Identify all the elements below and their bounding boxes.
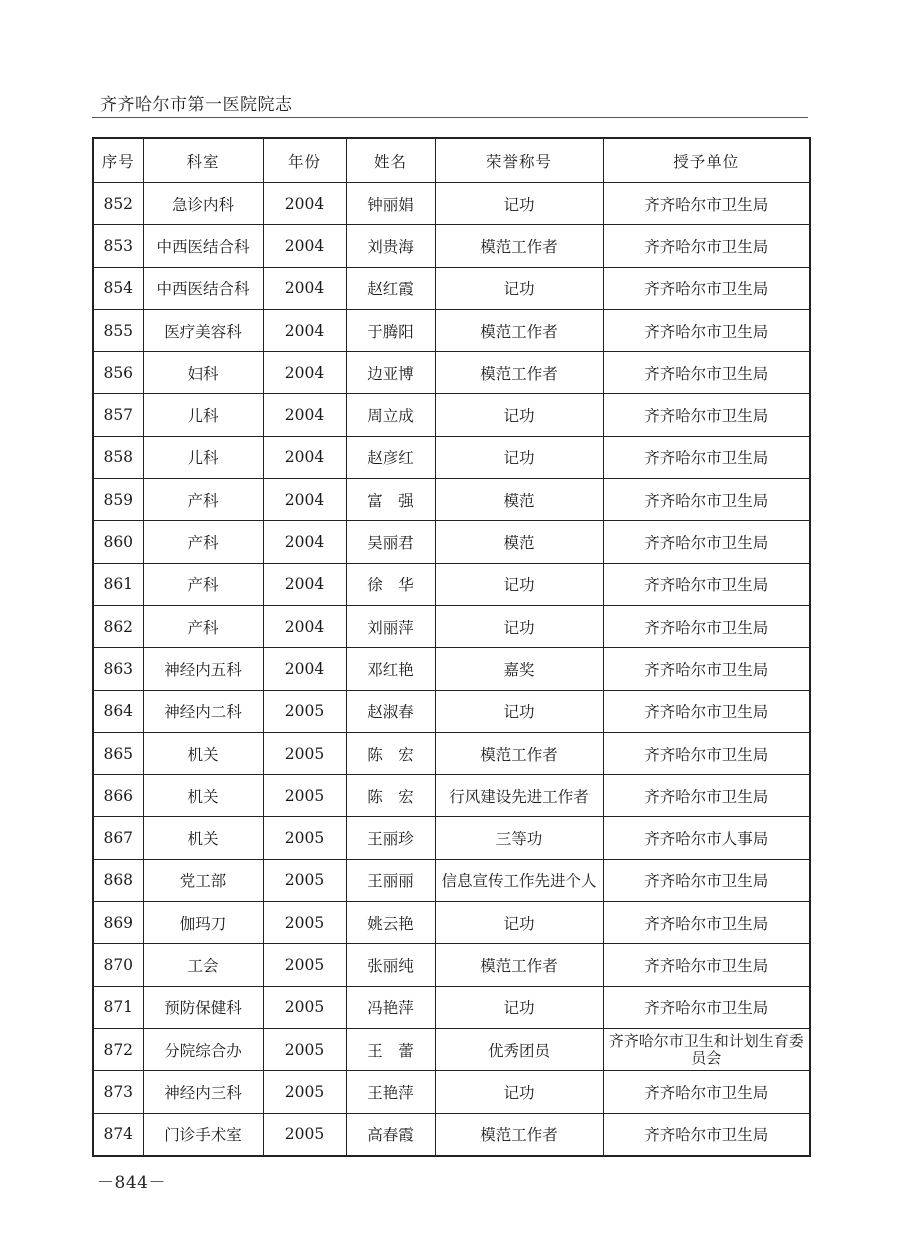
cell-index: 853 [93,225,143,267]
cell-honor: 记功 [435,690,603,732]
cell-year: 2005 [263,732,346,774]
cell-name: 王 蕾 [346,1028,435,1070]
table-row [93,775,810,817]
table-row [93,394,810,436]
cell-year: 2005 [263,690,346,732]
cell-department: 急诊内科 [143,183,263,225]
cell-index: 871 [93,986,143,1028]
cell-awarding-unit: 齐齐哈尔市卫生局 [603,944,810,986]
cell-name: 邓红艳 [346,648,435,690]
cell-awarding-unit: 齐齐哈尔市卫生和计划生育委员会 [603,1028,810,1070]
cell-awarding-unit: 齐齐哈尔市卫生局 [603,690,810,732]
cell-year: 2004 [263,225,346,267]
cell-awarding-unit: 齐齐哈尔市卫生局 [603,986,810,1028]
cell-department: 预防保健科 [143,986,263,1028]
table-row [93,436,810,478]
table-row [93,648,810,690]
cell-honor: 模范 [435,521,603,563]
cell-index: 861 [93,563,143,605]
cell-department: 妇科 [143,352,263,394]
cell-department: 党工部 [143,859,263,901]
table-row [93,605,810,647]
cell-year: 2005 [263,944,346,986]
cell-index: 873 [93,1071,143,1113]
cell-index: 868 [93,859,143,901]
table-row [93,267,810,309]
cell-awarding-unit: 齐齐哈尔市人事局 [603,817,810,859]
cell-honor: 嘉奖 [435,648,603,690]
cell-honor: 三等功 [435,817,603,859]
cell-year: 2004 [263,394,346,436]
cell-awarding-unit: 齐齐哈尔市卫生局 [603,394,810,436]
cell-department: 医疗美容科 [143,309,263,351]
cell-honor: 记功 [435,183,603,225]
table-row [93,902,810,944]
cell-year: 2004 [263,267,346,309]
cell-awarding-unit: 齐齐哈尔市卫生局 [603,436,810,478]
cell-department: 产科 [143,605,263,647]
cell-name: 王丽珍 [346,817,435,859]
cell-index: 859 [93,479,143,521]
cell-index: 874 [93,1113,143,1156]
cell-honor: 记功 [435,986,603,1028]
cell-year: 2005 [263,1071,346,1113]
cell-honor: 记功 [435,394,603,436]
cell-department: 分院综合办 [143,1028,263,1070]
cell-year: 2004 [263,605,346,647]
cell-name: 陈 宏 [346,732,435,774]
cell-name: 王丽丽 [346,859,435,901]
cell-name: 赵红霞 [346,267,435,309]
cell-index: 860 [93,521,143,563]
cell-year: 2005 [263,1028,346,1070]
cell-name: 陈 宏 [346,775,435,817]
table-row [93,732,810,774]
cell-honor: 模范工作者 [435,309,603,351]
cell-honor: 信息宣传工作先进个人 [435,859,603,901]
table-row [93,352,810,394]
cell-honor: 记功 [435,267,603,309]
cell-department: 工会 [143,944,263,986]
cell-awarding-unit: 齐齐哈尔市卫生局 [603,521,810,563]
table-row [93,1028,810,1070]
cell-index: 857 [93,394,143,436]
cell-year: 2004 [263,648,346,690]
cell-awarding-unit: 齐齐哈尔市卫生局 [603,1071,810,1113]
table-row [93,986,810,1028]
cell-index: 872 [93,1028,143,1070]
cell-index: 858 [93,436,143,478]
table-row [93,479,810,521]
cell-department: 产科 [143,521,263,563]
cell-year: 2004 [263,479,346,521]
cell-honor: 模范工作者 [435,1113,603,1156]
table-row [93,817,810,859]
cell-awarding-unit: 齐齐哈尔市卫生局 [603,183,810,225]
column-header-index: 序号 [93,138,143,183]
cell-index: 856 [93,352,143,394]
cell-index: 866 [93,775,143,817]
cell-department: 神经内三科 [143,1071,263,1113]
cell-name: 钟丽娟 [346,183,435,225]
cell-department: 机关 [143,732,263,774]
cell-index: 863 [93,648,143,690]
cell-year: 2005 [263,817,346,859]
cell-index: 870 [93,944,143,986]
table-row [93,944,810,986]
cell-index: 865 [93,732,143,774]
column-header-department: 科室 [143,138,263,183]
cell-name: 刘丽萍 [346,605,435,647]
cell-honor: 记功 [435,563,603,605]
table-row [93,1113,810,1156]
cell-department: 儿科 [143,436,263,478]
cell-honor: 记功 [435,1071,603,1113]
cell-index: 869 [93,902,143,944]
cell-department: 神经内五科 [143,648,263,690]
table-body [93,183,810,1156]
cell-honor: 优秀团员 [435,1028,603,1070]
cell-honor: 模范工作者 [435,732,603,774]
table-row [93,1071,810,1113]
cell-awarding-unit: 齐齐哈尔市卫生局 [603,732,810,774]
cell-name: 冯艳萍 [346,986,435,1028]
cell-name: 赵淑春 [346,690,435,732]
cell-name: 徐 华 [346,563,435,605]
cell-honor: 记功 [435,605,603,647]
cell-name: 周立成 [346,394,435,436]
cell-index: 867 [93,817,143,859]
cell-department: 伽玛刀 [143,902,263,944]
cell-name: 刘贵海 [346,225,435,267]
cell-department: 中西医结合科 [143,225,263,267]
cell-year: 2004 [263,183,346,225]
column-header-awarding-unit: 授予单位 [603,138,810,183]
column-header-name: 姓名 [346,138,435,183]
cell-name: 于腾阳 [346,309,435,351]
cell-year: 2005 [263,1113,346,1156]
cell-department: 机关 [143,817,263,859]
cell-name: 高春霞 [346,1113,435,1156]
cell-name: 边亚博 [346,352,435,394]
cell-honor: 模范工作者 [435,225,603,267]
cell-department: 产科 [143,563,263,605]
cell-index: 862 [93,605,143,647]
cell-year: 2004 [263,352,346,394]
cell-department: 儿科 [143,394,263,436]
cell-name: 姚云艳 [346,902,435,944]
cell-awarding-unit: 齐齐哈尔市卫生局 [603,902,810,944]
cell-department: 中西医结合科 [143,267,263,309]
table-row [93,225,810,267]
cell-year: 2004 [263,521,346,563]
table-row [93,563,810,605]
cell-name: 张丽纯 [346,944,435,986]
table-row [93,521,810,563]
cell-department: 神经内二科 [143,690,263,732]
cell-year: 2004 [263,436,346,478]
cell-honor: 模范工作者 [435,944,603,986]
cell-index: 852 [93,183,143,225]
cell-honor: 行风建设先进工作者 [435,775,603,817]
table-row [93,183,810,225]
cell-index: 855 [93,309,143,351]
cell-year: 2004 [263,309,346,351]
honors-table [92,137,811,1157]
cell-honor: 模范 [435,479,603,521]
cell-honor: 模范工作者 [435,352,603,394]
cell-awarding-unit: 齐齐哈尔市卫生局 [603,859,810,901]
cell-honor: 记功 [435,436,603,478]
cell-year: 2004 [263,563,346,605]
column-header-year: 年份 [263,138,346,183]
cell-awarding-unit: 齐齐哈尔市卫生局 [603,648,810,690]
table-row [93,309,810,351]
cell-awarding-unit: 齐齐哈尔市卫生局 [603,267,810,309]
cell-name: 赵彦红 [346,436,435,478]
cell-year: 2005 [263,902,346,944]
cell-awarding-unit: 齐齐哈尔市卫生局 [603,352,810,394]
cell-awarding-unit: 齐齐哈尔市卫生局 [603,309,810,351]
page-number: －844－ [97,1173,166,1193]
cell-year: 2005 [263,859,346,901]
cell-department: 门诊手术室 [143,1113,263,1156]
cell-awarding-unit: 齐齐哈尔市卫生局 [603,775,810,817]
table-row [93,859,810,901]
cell-department: 机关 [143,775,263,817]
cell-index: 864 [93,690,143,732]
table-row [93,690,810,732]
cell-index: 854 [93,267,143,309]
cell-awarding-unit: 齐齐哈尔市卫生局 [603,1113,810,1156]
header-divider [92,117,808,118]
cell-name: 王艳萍 [346,1071,435,1113]
column-header-honor: 荣誉称号 [435,138,603,183]
table-header-row [93,138,810,183]
cell-awarding-unit: 齐齐哈尔市卫生局 [603,605,810,647]
cell-awarding-unit: 齐齐哈尔市卫生局 [603,225,810,267]
cell-awarding-unit: 齐齐哈尔市卫生局 [603,563,810,605]
cell-name: 吴丽君 [346,521,435,563]
page-header-title: 齐齐哈尔市第一医院院志 [100,95,293,115]
cell-year: 2005 [263,775,346,817]
cell-awarding-unit: 齐齐哈尔市卫生局 [603,479,810,521]
cell-name: 富 强 [346,479,435,521]
cell-honor: 记功 [435,902,603,944]
cell-department: 产科 [143,479,263,521]
cell-year: 2005 [263,986,346,1028]
